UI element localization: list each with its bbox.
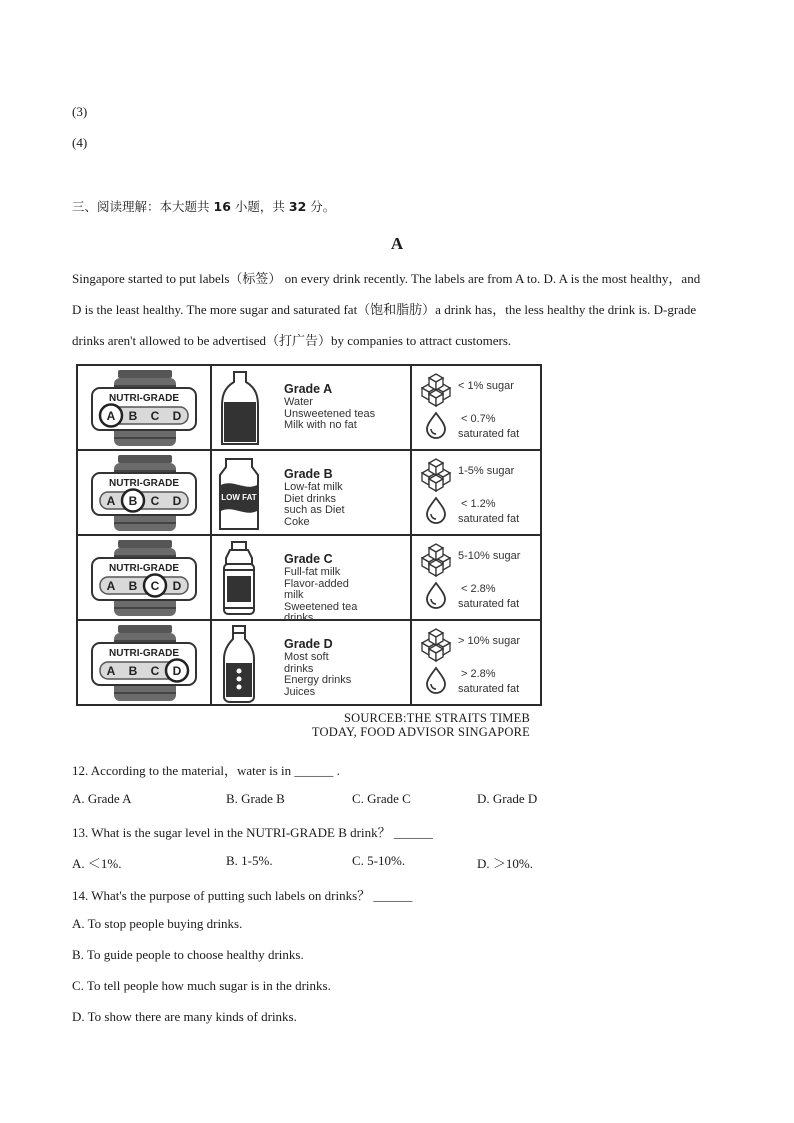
grade-letter: C — [150, 409, 160, 423]
grade-letter: D — [172, 579, 182, 593]
grade-item: Water — [284, 396, 313, 408]
grade-name: Grade D — [284, 637, 333, 651]
grade-name: Grade A — [284, 382, 333, 396]
grade-row-b — [78, 451, 540, 536]
grade-items — [284, 652, 351, 698]
grade-letter: C — [150, 664, 160, 678]
grade-letter: D — [172, 664, 182, 678]
grade-item: Low-fat milk — [284, 481, 343, 493]
grade-name: Grade C — [284, 552, 333, 566]
fat-value: < 1.2% — [461, 498, 496, 510]
question-12 — [72, 760, 340, 779]
question-text: What is the sugar level in the NUTRI-GRADE B drink？ ______ — [91, 825, 433, 840]
grade-row-c — [78, 536, 540, 624]
section-heading — [72, 197, 335, 215]
grade-item: Most soft — [284, 651, 329, 663]
grade-item: such as Diet — [284, 504, 345, 516]
badge-cell — [78, 451, 212, 534]
question-text: What's the purpose of putting such labels on drinks？ ______ — [91, 888, 413, 903]
question-number: 12. — [72, 763, 89, 778]
badge-title: NUTRI-GRADE — [109, 393, 179, 404]
grade-letter: A — [106, 664, 116, 678]
grade-letter: A — [106, 409, 116, 423]
fat-value: < 0.7% — [461, 413, 496, 425]
grade-letter: B — [128, 579, 138, 593]
option-12-b[interactable]: B. Grade B — [226, 791, 285, 806]
option-13-a[interactable]: A. ＜1%. — [72, 856, 122, 871]
grade-item: Coke — [284, 515, 310, 528]
sugar-level: > 10% sugar — [458, 635, 521, 647]
sugar-cubes-icon — [422, 544, 450, 576]
milk-carton-icon — [212, 451, 282, 534]
grade-item: Diet drinks — [284, 492, 336, 505]
grade-letter: B — [128, 664, 138, 678]
grade-items — [284, 567, 357, 625]
option-12-a[interactable]: A. Grade A — [72, 791, 132, 806]
sugar-level: 5-10% sugar — [458, 550, 521, 562]
nutrient-cell — [412, 621, 540, 706]
prior-item-4: (4) — [72, 135, 88, 150]
fat-label: saturated fat — [458, 598, 520, 610]
question-number: 13. — [72, 825, 89, 840]
grade-letter: A — [106, 579, 116, 593]
option-13-b[interactable]: B. 1-5%. — [226, 853, 273, 868]
grade-row-a — [78, 366, 540, 451]
source-credit — [270, 711, 530, 739]
grade-letter: C — [150, 579, 160, 593]
fat-drop-icon — [427, 413, 445, 438]
drink-cell — [212, 366, 412, 449]
grade-item: Milk with no fat — [284, 419, 357, 431]
option-14-a[interactable]: A. To stop people buying drinks. — [72, 916, 243, 931]
drink-cell — [212, 621, 412, 706]
grade-item: Juices — [284, 685, 316, 698]
grade-item: Unsweetened teas — [284, 407, 376, 420]
question-text: According to the material，water is in ______ . — [90, 763, 340, 778]
sugar-cubes-icon — [422, 629, 450, 661]
sugar-cubes-icon — [422, 459, 450, 491]
fat-level — [458, 412, 519, 442]
grade-item: Energy drinks — [284, 674, 352, 686]
fat-value: > 2.8% — [461, 668, 496, 680]
flavored-milk-bottle-icon — [212, 536, 282, 619]
fat-label: saturated fat — [458, 513, 520, 525]
option-14-b[interactable]: B. To guide people to choose healthy drinks. — [72, 947, 304, 962]
sugar-cubes-icon — [422, 374, 450, 406]
option-14-d[interactable]: D. To show there are many kinds of drinks. — [72, 1009, 297, 1024]
fat-drop-icon — [427, 498, 445, 523]
fat-level — [458, 667, 519, 697]
nutri-grade-table — [76, 364, 542, 706]
section-middle: 小题，共 — [234, 199, 285, 214]
section-prefix: 三、阅读理解：本大题共 — [72, 199, 210, 214]
section-suffix: 分。 — [310, 199, 336, 214]
question-13 — [72, 822, 433, 841]
grade-letter: A — [106, 494, 116, 508]
source-line-2: TODAY, FOOD ADVISOR SINGAPORE — [311, 725, 530, 739]
grade-item: Sweetened tea — [284, 600, 358, 613]
prior-item-3: (3) — [72, 104, 88, 119]
fat-level — [458, 582, 519, 612]
grade-letter: D — [172, 494, 182, 508]
grade-items — [284, 482, 345, 528]
section-count: 16 — [213, 199, 231, 214]
nutri-grade-badge-b — [78, 451, 210, 534]
grade-item: Full-fat milk — [284, 566, 341, 578]
nutrient-cell — [412, 366, 540, 449]
soda-bottle-icon — [212, 621, 282, 704]
badge-cell — [78, 621, 212, 706]
option-12-c[interactable]: C. Grade C — [352, 791, 411, 806]
nutrient-cell — [412, 536, 540, 619]
grade-letter: D — [172, 409, 182, 423]
grade-item: Flavor-added — [284, 577, 349, 590]
grade-name: Grade B — [284, 467, 333, 481]
option-13-d[interactable]: D. ＞10%. — [477, 856, 533, 871]
carton-label: LOW FAT — [221, 493, 257, 502]
fat-label: saturated fat — [458, 683, 520, 695]
question-number: 14. — [72, 888, 89, 903]
option-13-c[interactable]: C. 5-10%. — [352, 853, 406, 868]
badge-title: NUTRI-GRADE — [109, 648, 179, 659]
grade-item: drinks — [284, 612, 314, 624]
fat-level — [458, 497, 519, 527]
drink-cell — [212, 536, 412, 624]
nutri-grade-badge-c — [78, 536, 210, 619]
section-points: 32 — [288, 199, 307, 214]
fat-label: saturated fat — [458, 428, 520, 440]
fat-drop-icon — [427, 668, 445, 693]
source-line-1: SOURCEB:THE STRAITS TIMEB — [343, 711, 530, 725]
option-14-c[interactable]: C. To tell people how much sugar is in the drinks. — [72, 978, 331, 993]
sugar-level: 1-5% sugar — [458, 465, 515, 477]
badge-cell — [78, 536, 212, 619]
nutri-grade-badge-d — [78, 621, 210, 704]
grade-letter: B — [128, 409, 138, 423]
badge-title: NUTRI-GRADE — [109, 563, 179, 574]
drink-cell — [212, 451, 412, 534]
grade-row-d — [78, 621, 540, 706]
grade-items — [284, 397, 375, 432]
fat-drop-icon — [427, 583, 445, 608]
water-bottle-icon — [212, 366, 282, 449]
badge-title: NUTRI-GRADE — [109, 478, 179, 489]
grade-item: milk — [284, 589, 304, 601]
fat-value: < 2.8% — [461, 583, 496, 595]
grade-letter: C — [150, 494, 160, 508]
passage-title: A — [390, 234, 404, 253]
option-12-d[interactable]: D. Grade D — [477, 791, 538, 806]
nutri-grade-badge-a — [78, 366, 210, 449]
nutrient-cell — [412, 451, 540, 534]
grade-letter: B — [128, 494, 138, 508]
question-14 — [72, 885, 412, 904]
badge-cell — [78, 366, 212, 449]
passage-text: Singapore started to put labels（标签） on every drink recently. The labels are from A to. D. A is the most healthy，and D is the least healthy. The more sugar and saturated fat（饱和脂肪）a drink has，the less healthy the drink is. D-grade drinks aren't allowed to be advertised（打广告）by companies to attract customers. — [72, 271, 701, 348]
grade-item: drinks — [284, 662, 314, 675]
sugar-level: < 1% sugar — [458, 380, 514, 392]
